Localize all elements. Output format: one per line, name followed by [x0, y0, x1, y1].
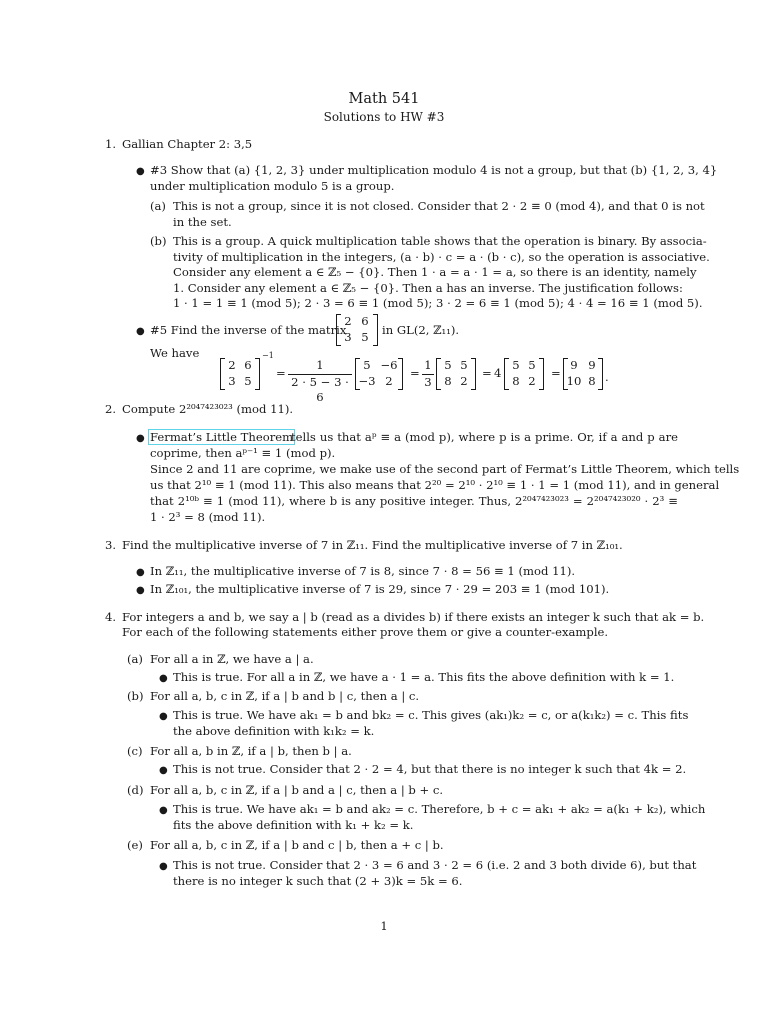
fermat-line-1: tells us that aᵖ ≡ a (mod p), where p is a prime. Or, if a and p are — [291, 430, 678, 444]
item-e-answer-2: there is no integer k such that (2 + 3)k = 5k = 6. — [173, 874, 463, 888]
problem-2-heading: Compute 2²⁰⁴⁷⁴²³⁰²³ (mod 11). — [122, 402, 294, 416]
equals-sign: = — [276, 366, 286, 380]
fermat-line-3: Since 2 and 11 are coprime, we make use of the second part of Fermat’s Little Theorem, which tells — [150, 462, 740, 476]
inverse-z11: In ℤ₁₁, the multiplicative inverse of 7 is 8, since 7 · 8 = 56 ≡ 1 (mod 11). — [150, 564, 576, 578]
part-a-line-2: in the set. — [173, 215, 232, 229]
fermat-line-2: coprime, then aᵖ⁻¹ ≡ 1 (mod p). — [150, 446, 336, 460]
matrix-a: 2 6 3 5 — [220, 358, 260, 390]
problem-4-heading-2: For each of the following statements either prove them or give a counter-example. — [122, 625, 609, 639]
item-a-question: For all a in ℤ, we have a | a. — [150, 652, 314, 666]
item-b-label: (b) — [127, 689, 144, 703]
inverse-exponent: −1 — [262, 351, 274, 361]
bullet-icon: ● — [136, 433, 145, 444]
inverse-z101: In ℤ₁₀₁, the multiplicative inverse of 7 is 29, since 7 · 29 = 203 ≡ 1 (mod 101). — [150, 582, 610, 596]
part-b-line-2: tivity of multiplication in the integers, (a · b) · c = a · (b · c), so the operation is associative. — [173, 250, 710, 264]
item-d-label: (d) — [127, 783, 144, 797]
item-c-label: (c) — [127, 744, 143, 758]
item-e-question: For all a, b, c in ℤ, if a | b and c | b, then a + c | b. — [150, 838, 444, 852]
part-a-label: (a) — [150, 199, 166, 213]
equals-sign: = — [482, 366, 492, 380]
q3-line-1: #3 Show that (a) {1, 2, 3} under multiplication modulo 4 is not a group, but that (b) {1, 2, 3, 4} — [150, 163, 718, 177]
part-b-line-3: Consider any element a ∈ ℤ₅ − {0}. Then 1 · a = a · 1 = a, so there is an identity, namely — [173, 265, 697, 279]
fermat-line-5: that 2¹⁰ᵇ ≡ 1 (mod 11), where b is any positive integer. Thus, 2²⁰⁴⁷⁴²³⁰²³ = 2²⁰⁴⁷⁴²³⁰²⁰ · 2³ ≡ — [150, 494, 678, 508]
doc-title: Math 541 — [348, 91, 420, 107]
bullet-icon: ● — [136, 585, 145, 596]
item-c-answer: This is not true. Consider that 2 · 2 = 4, but that there is no integer k such that 4k = 2. — [173, 762, 687, 776]
part-b-line-4: 1. Consider any element a ∈ ℤ₅ − {0}. Then a has an inverse. The justification follows: — [173, 281, 683, 295]
problem-3-number: 3. — [105, 538, 117, 552]
problem-2-number: 2. — [105, 402, 117, 416]
equals-sign: = — [410, 366, 420, 380]
bullet-icon: ● — [159, 805, 168, 816]
bullet-icon: ● — [159, 711, 168, 722]
bullet-icon: ● — [136, 166, 145, 177]
page-number: 1 — [380, 919, 388, 933]
item-d-question: For all a, b, c in ℤ, if a | b and a | c, then a | b + c. — [150, 783, 444, 797]
problem-1-number: 1. — [105, 137, 117, 151]
matrix-inline: 2 6 3 5 — [336, 314, 378, 346]
doc-subtitle: Solutions to HW #3 — [323, 110, 445, 124]
problem-3-heading: Find the multiplicative inverse of 7 in ℤ₁₁. Find the multiplicative inverse of 7 in ℤ₁₀₁. — [122, 538, 623, 552]
q5-text: #5 Find the inverse of the matrix — [150, 323, 347, 337]
matrix-b: 5 −6 −3 2 — [355, 358, 403, 390]
item-b-question: For all a, b, c in ℤ, if a | b and b | c, then a | c. — [150, 689, 420, 703]
item-d-answer-2: fits the above definition with k₁ + k₂ = k. — [173, 818, 414, 832]
problem-4-heading-1: For integers a and b, we say a | b (read as a divides b) if there exists an integer k such that ak = b. — [122, 610, 705, 624]
we-have: We have — [150, 346, 200, 360]
fraction-third: $\frac{1}{3}$ — [422, 358, 434, 390]
bullet-icon: ● — [136, 567, 145, 578]
period: . — [605, 370, 609, 384]
matrix-e: 9 9 10 8 — [563, 358, 603, 390]
item-a-answer: This is true. For all a in ℤ, we have a · 1 = a. This fits the above definition with k = 1. — [173, 670, 675, 684]
part-b-label: (b) — [150, 234, 167, 248]
item-e-label: (e) — [127, 838, 143, 852]
problem-1-heading: Gallian Chapter 2: 3,5 — [122, 137, 253, 151]
item-c-question: For all a, b in ℤ, if a | b, then b | a. — [150, 744, 352, 758]
bullet-icon: ● — [159, 861, 168, 872]
fraction-determinant: $\frac{1}{2 \cdot 5 - 3 \cdot 6}$ — [288, 358, 352, 406]
item-b-answer-1: This is true. We have ak₁ = b and bk₂ = c. This gives (ak₁)k₂ = c, or a(k₁k₂) = c. This fits — [173, 708, 689, 722]
part-a-line-1: This is not a group, since it is not closed. Consider that 2 · 2 ≡ 0 (mod 4), and that 0 is not — [173, 199, 705, 213]
part-b-line-5: 1 · 1 = 1 ≡ 1 (mod 5); 2 · 3 = 6 ≡ 1 (mod 5); 3 · 2 = 6 ≡ 1 (mod 5); 4 · 4 = 16 ≡ 1 (mod 5). — [173, 296, 703, 310]
matrix-d: 5 5 8 2 — [504, 358, 544, 390]
matrix-c: 5 5 8 2 — [436, 358, 476, 390]
problem-4-number: 4. — [105, 610, 117, 624]
fermat-line-6: 1 · 2³ = 8 (mod 11). — [150, 510, 266, 524]
scalar-four: 4 — [494, 366, 502, 380]
item-a-label: (a) — [127, 652, 143, 666]
bullet-icon: ● — [159, 673, 168, 684]
fermat-link[interactable]: Fermat’s Little Theorem — [150, 430, 294, 444]
item-d-answer-1: This is true. We have ak₁ = b and ak₂ = c. Therefore, b + c = ak₁ + ak₂ = a(k₁ + k₂), which — [173, 802, 706, 816]
bullet-icon: ● — [159, 765, 168, 776]
part-b-line-1: This is a group. A quick multiplication table shows that the operation is binary. By associa- — [173, 234, 707, 248]
q5-in-group: in GL(2, ℤ₁₁). — [382, 323, 460, 337]
q3-line-2: under multiplication modulo 5 is a group. — [150, 179, 395, 193]
item-b-answer-2: the above definition with k₁k₂ = k. — [173, 724, 375, 738]
bullet-icon: ● — [136, 326, 145, 337]
equals-sign: = — [551, 366, 561, 380]
fermat-line-4: us that 2¹⁰ ≡ 1 (mod 11). This also means that 2²⁰ = 2¹⁰ · 2¹⁰ ≡ 1 · 1 = 1 (mod 11), and in general — [150, 478, 720, 492]
item-e-answer-1: This is not true. Consider that 2 · 3 = 6 and 3 · 2 = 6 (i.e. 2 and 3 both divide 6), but that — [173, 858, 697, 872]
